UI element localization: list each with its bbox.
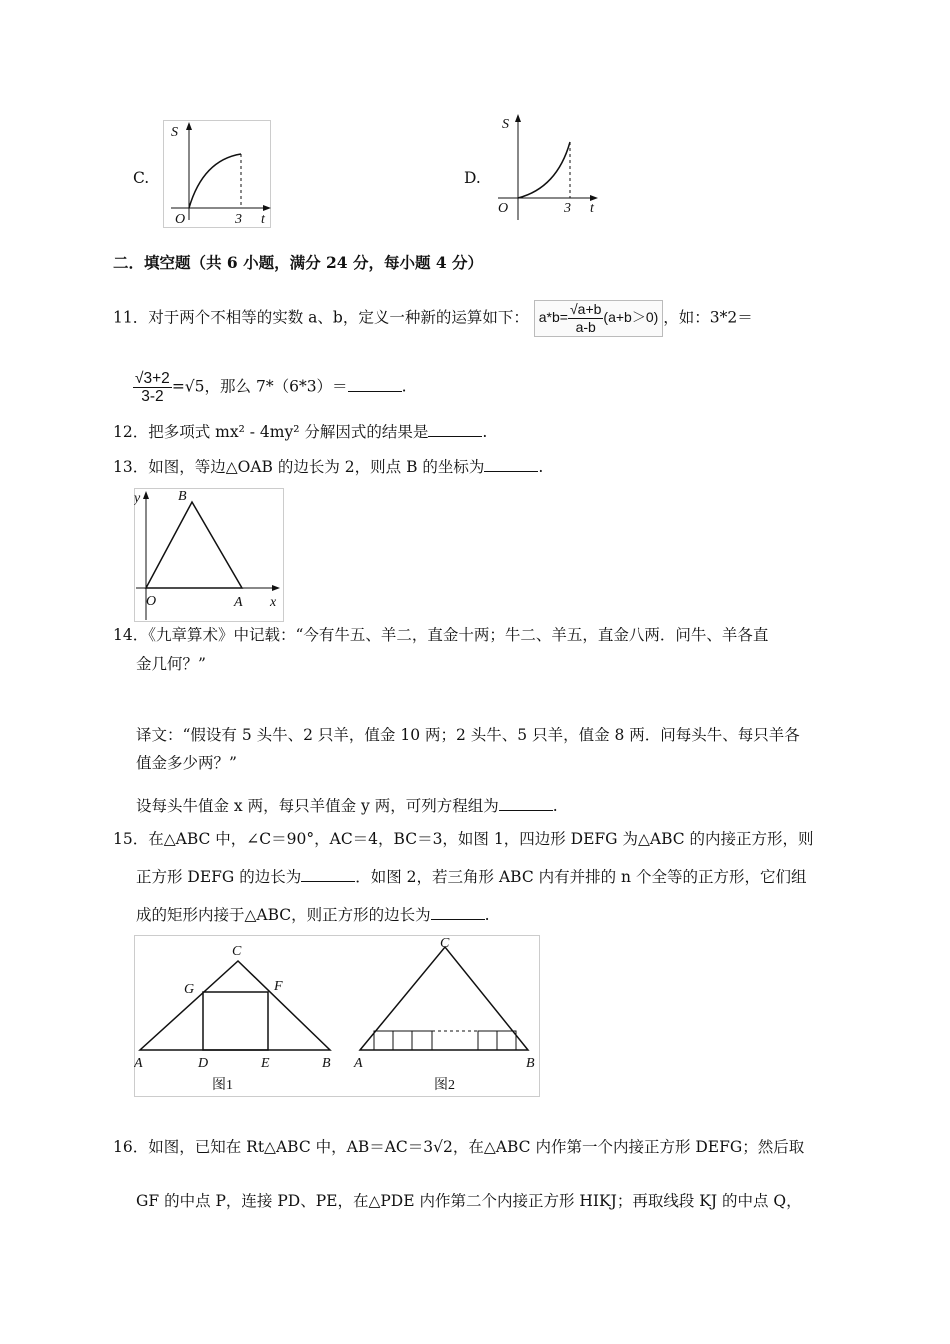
answer-blank[interactable] bbox=[348, 377, 402, 392]
q12-text: 12．把多项式 mx² - 4my² 分解因式的结果是 bbox=[113, 423, 429, 441]
option-d-label: D. bbox=[464, 169, 481, 187]
section-title: 二．填空题（共 6 小题，满分 24 分，每小题 4 分） bbox=[113, 253, 484, 272]
q14-line3: 译文：“假设有 5 头牛、2 只羊，值金 10 两；2 头牛、5 只羊，值金 8 两．问每头牛、每只羊各 bbox=[136, 726, 800, 744]
q14-text: 设每头牛值金 x 两，每只羊值金 y 两，可列方程组为 bbox=[136, 797, 499, 815]
q15-line3 bbox=[136, 905, 490, 925]
q11-text: 11．对于两个不相等的实数 a、b，定义一种新的运算如下： bbox=[113, 308, 529, 327]
answer-blank[interactable] bbox=[428, 422, 482, 437]
period: . bbox=[401, 377, 407, 396]
fig1-d: D bbox=[198, 1056, 209, 1071]
axis-s: S bbox=[171, 125, 178, 140]
point-a: A bbox=[234, 595, 243, 610]
fig2-b: B bbox=[526, 1056, 535, 1071]
period: . bbox=[552, 797, 558, 815]
point-o: O bbox=[146, 594, 157, 609]
period: . bbox=[538, 458, 544, 476]
fig2-c: C bbox=[440, 936, 450, 951]
q13-figure bbox=[134, 488, 284, 622]
q11-line1 bbox=[113, 300, 753, 337]
tick-3: 3 bbox=[235, 212, 242, 227]
q15-figures bbox=[134, 935, 540, 1097]
option-d-graph bbox=[492, 112, 598, 226]
q12 bbox=[113, 422, 487, 442]
answer-blank[interactable] bbox=[301, 867, 355, 882]
fig1-g: G bbox=[184, 982, 195, 997]
period: . bbox=[482, 423, 488, 441]
answer-blank[interactable] bbox=[499, 796, 553, 811]
point-b: B bbox=[178, 489, 187, 504]
answer-blank[interactable] bbox=[431, 905, 485, 920]
origin: O bbox=[175, 212, 186, 227]
fig1-f: F bbox=[274, 979, 283, 994]
q15-text: 成的矩形内接于△ABC，则正方形的边长为 bbox=[136, 906, 431, 924]
q16-line1: 16．如图，已知在 Rt△ABC 中，AB＝AC＝3√2，在△ABC 内作第一个内接正方形 DEFG；然后取 bbox=[113, 1138, 805, 1156]
formula-num: √a+b bbox=[569, 301, 602, 317]
q15-line2 bbox=[136, 867, 806, 887]
axis-x: x bbox=[270, 595, 277, 610]
formula-cond: (a+b＞0) bbox=[603, 309, 659, 326]
q15-text-cont: ．如图 2，若三角形 ABC 内有并排的 n 个全等的正方形，它们组 bbox=[355, 868, 807, 886]
formula-lhs: a*b= bbox=[538, 309, 568, 326]
formula-den: a-b bbox=[575, 319, 596, 335]
axis-t: t bbox=[590, 201, 594, 216]
q14-line4: 值金多少两？” bbox=[136, 754, 237, 772]
fig2-caption: 图2 bbox=[434, 1078, 455, 1093]
period: . bbox=[484, 906, 490, 924]
q16-line2: GF 的中点 P，连接 PD、PE，在△PDE 内作第二个内接正方形 HIKJ；再取线段 KJ 的中点 Q， bbox=[136, 1192, 802, 1210]
example-eq: =√5 bbox=[171, 377, 205, 396]
q14-line2: 金几何？” bbox=[136, 655, 206, 673]
q13-text: 13．如图，等边△OAB 的边长为 2，则点 B 的坐标为 bbox=[113, 458, 485, 476]
axis-s: S bbox=[502, 117, 509, 132]
q14-line1: 14．《九章算术》中记载：“今有牛五、羊二，直金十两；牛二、羊五，直金八两．问牛、羊各直 bbox=[113, 626, 769, 644]
q14-line5 bbox=[136, 796, 558, 816]
q11-question: ，那么 7*（6*3）＝ bbox=[204, 377, 348, 396]
origin: O bbox=[498, 201, 509, 216]
fig2-a: A bbox=[354, 1056, 363, 1071]
q15-line1: 15．在△ABC 中，∠C＝90°，AC＝4，BC＝3，如图 1，四边形 DEFG 为△ABC 的内接正方形，则 bbox=[113, 830, 814, 848]
q11-text-end: ，如：3*2＝ bbox=[663, 308, 753, 327]
option-c-label: C. bbox=[133, 169, 150, 187]
tick-3: 3 bbox=[564, 201, 571, 216]
q11-formula bbox=[534, 300, 664, 337]
fig1-caption: 图1 bbox=[212, 1078, 233, 1093]
answer-blank[interactable] bbox=[484, 457, 538, 472]
fig1-c: C bbox=[232, 944, 242, 959]
fig1-b: B bbox=[322, 1056, 331, 1071]
q13 bbox=[113, 457, 543, 477]
option-c-graph bbox=[163, 120, 271, 228]
axis-y: y bbox=[134, 491, 141, 506]
fig1-a: A bbox=[134, 1056, 143, 1071]
example-num: √3+2 bbox=[135, 370, 170, 387]
q15-text: 正方形 DEFG 的边长为 bbox=[136, 868, 302, 886]
fig1-e: E bbox=[261, 1056, 270, 1071]
axis-t: t bbox=[261, 212, 265, 227]
example-den: 3-2 bbox=[141, 388, 164, 405]
q11-line2 bbox=[133, 370, 407, 405]
